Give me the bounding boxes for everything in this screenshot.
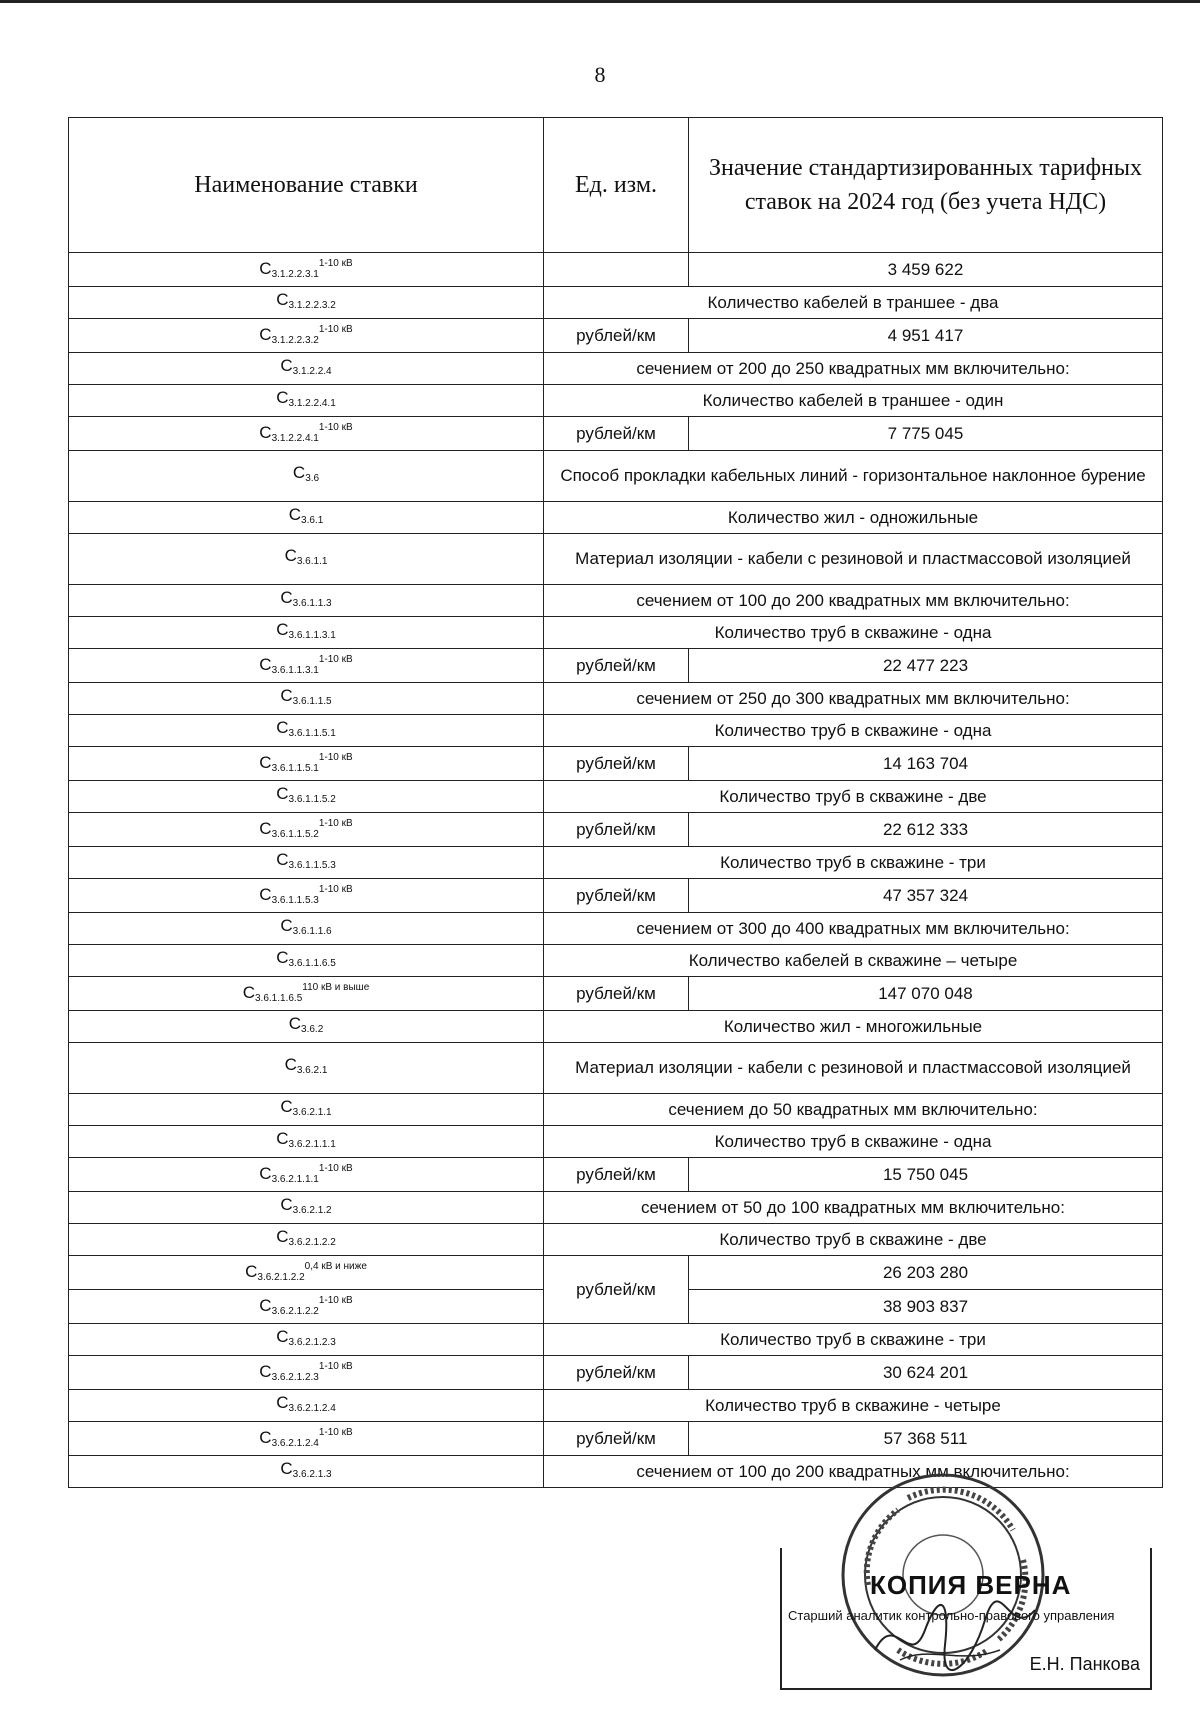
rate-code-prefix: С [276,1392,289,1412]
rate-code-prefix: С [276,387,289,407]
rate-code-index: 3.6.2.1.1.1 [288,1138,336,1150]
rate-code-prefix: С [280,1458,293,1478]
rate-code-index: 3.6.2.1.2.4 [288,1402,336,1414]
rate-description: Количество труб в скважине - три [544,1324,1163,1356]
rate-unit: рублей/км [544,417,689,451]
description-row [69,683,1163,715]
rate-code-index: 3.6.2.1.2.3 [271,1372,319,1383]
rate-code-index: 3.6.2.1.2.4 [271,1438,319,1449]
rate-code [69,585,544,617]
rate-code [69,1224,544,1256]
rate-description: Количество труб в скважине - одна [544,1126,1163,1158]
rate-voltage-class: 1-10 кВ [318,324,353,335]
rate-code-prefix: С [259,423,272,442]
rate-code-prefix: С [259,1296,272,1315]
rate-code-index: 3.6.1.1.3 [292,597,332,609]
rate-code-prefix: С [284,1055,297,1074]
rate-description: сечением от 100 до 200 квадратных мм включительно: [544,1456,1163,1488]
description-row [69,945,1163,977]
rate-code-index: 3.6.1.1.5.2 [271,829,319,840]
rate-value-row [69,319,1163,353]
rate-code [69,451,544,502]
rate-code-prefix: С [276,1326,289,1346]
rate-code-prefix: С [280,915,293,935]
description-row [69,1224,1163,1256]
description-row [69,1390,1163,1422]
rate-code-prefix: С [259,325,272,344]
table-body [69,253,1163,1488]
description-row [69,1094,1163,1126]
rate-unit: рублей/км [544,1356,689,1390]
rate-code [69,1290,544,1324]
rate-voltage-class: 1-10 кВ [318,1361,353,1372]
rate-code-prefix: С [259,1164,272,1183]
rate-code [69,502,544,534]
rate-voltage-class: 1-10 кВ [318,422,353,433]
rate-code-index: 3.1.2.2.4.1 [271,433,319,444]
description-row [69,1043,1163,1094]
rate-code-prefix: С [259,819,272,838]
rate-code-prefix: С [276,619,289,639]
rate-description: Количество труб в скважине - две [544,781,1163,813]
rate-unit: рублей/км [544,649,689,683]
rate-code-prefix: С [245,1262,258,1281]
header-unit: Ед. изм. [544,118,689,253]
rate-code [69,417,544,451]
rate-code [69,913,544,945]
rate-description: Способ прокладки кабельных линий - горизонтальное наклонное бурение [544,451,1163,502]
rate-code [69,1456,544,1488]
rate-unit: рублей/км [544,1158,689,1192]
rate-description: сечением от 300 до 400 квадратных мм включительно: [544,913,1163,945]
rate-description: Количество труб в скважине - одна [544,715,1163,747]
rate-code-index: 3.6 [305,473,320,484]
rate-code [69,813,544,847]
rate-code [69,1324,544,1356]
rate-value: 7 775 045 [689,417,1163,451]
rate-code-prefix: С [259,259,272,278]
rate-value: 15 750 045 [689,1158,1163,1192]
rate-code [69,879,544,913]
rate-description: сечением от 100 до 200 квадратных мм включительно: [544,585,1163,617]
rate-value: 22 612 333 [689,813,1163,847]
rate-voltage-class: 1-10 кВ [318,1427,353,1438]
rate-code [69,847,544,879]
rate-description: сечением от 50 до 100 квадратных мм включительно: [544,1192,1163,1224]
rate-code-index: 3.6.2.1.1.1 [271,1174,319,1185]
rate-code-index: 3.6.1.1.5.2 [288,793,336,805]
rate-description: сечением до 50 квадратных мм включительно: [544,1094,1163,1126]
rate-code-index: 3.6.1.1.6.5 [288,957,336,969]
page-number: 8 [594,62,606,87]
rate-code [69,1126,544,1158]
rate-description: Количество труб в скважине - три [544,847,1163,879]
rate-description: Количество кабелей в траншее - один [544,385,1163,417]
rate-code-prefix: С [276,1226,289,1246]
rate-value-row [69,1422,1163,1456]
rate-code [69,747,544,781]
rate-code [69,649,544,683]
rate-code-prefix: С [276,717,289,737]
rate-description: Материал изоляции - кабели с резиновой и пластмассовой изоляцией [544,534,1163,585]
rate-value-row [69,253,1163,287]
rate-voltage-class: 1-10 кВ [318,752,353,763]
rate-voltage-class: 1-10 кВ [318,654,353,665]
rate-description: Количество жил - многожильные [544,1011,1163,1043]
rate-code-index: 3.6.1.1.3.1 [271,665,319,676]
rate-value: 57 368 511 [689,1422,1163,1456]
rate-voltage-class: 1-10 кВ [318,884,353,895]
header-rate-value: Значение стандартизированных тарифных ставок на 2024 год (без учета НДС) [689,118,1163,253]
rate-unit: рублей/км [544,1256,689,1324]
rate-voltage-class: 110 кВ и выше [302,982,370,993]
rate-code-index: 3.1.2.2.3.1 [271,269,319,280]
rate-value: 147 070 048 [689,977,1163,1011]
rate-description: Материал изоляции - кабели с резиновой и пластмассовой изоляцией [544,1043,1163,1094]
rate-voltage-class: 0,4 кВ и ниже [304,1261,367,1272]
rate-value-row [69,417,1163,451]
rate-description: Количество труб в скважине - две [544,1224,1163,1256]
rate-code-index: 3.6.1 [301,514,324,526]
rate-code-index: 3.6.1.1.5.1 [271,763,319,774]
rate-code [69,1158,544,1192]
rate-description: Количество труб в скважине - четыре [544,1390,1163,1422]
rate-code-index: 3.6.1.1.5 [292,695,332,707]
rate-code-index: 3.1.2.2.4.1 [288,397,336,409]
rate-unit: рублей/км [544,1422,689,1456]
rate-code-prefix: С [276,289,289,309]
rate-code [69,1356,544,1390]
description-row [69,385,1163,417]
rate-value-row [69,1158,1163,1192]
description-row [69,353,1163,385]
rate-code-prefix: С [280,685,293,705]
rate-value: 26 203 280 [689,1256,1163,1290]
description-row [69,1011,1163,1043]
rate-code [69,287,544,319]
description-row [69,534,1163,585]
rate-code [69,1422,544,1456]
description-row [69,451,1163,502]
rate-code [69,617,544,649]
rate-code-index: 3.6.2.1.2.2 [271,1306,319,1317]
rate-unit [544,253,689,287]
rate-description: Количество кабелей в траншее - два [544,287,1163,319]
rate-code-index: 3.6.1.1.6.5 [255,993,303,1004]
rate-unit: рублей/км [544,879,689,913]
rate-code-prefix: С [284,546,297,565]
rate-value: 38 903 837 [689,1290,1163,1324]
rate-code-prefix: С [280,1194,293,1214]
description-row [69,502,1163,534]
description-row [69,913,1163,945]
rate-code [69,1043,544,1094]
rate-code-prefix: С [276,947,289,967]
rate-value-row [69,879,1163,913]
rate-value-row [69,649,1163,683]
rate-code-index: 3.1.2.2.3.2 [271,335,319,346]
rate-description: Количество жил - одножильные [544,502,1163,534]
rate-code-index: 3.6.1.1 [296,556,328,567]
top-border-line [0,0,1200,3]
description-row [69,1192,1163,1224]
rate-code-prefix: С [259,885,272,904]
rate-description: Количество кабелей в скважине – четыре [544,945,1163,977]
rate-value: 14 163 704 [689,747,1163,781]
rate-value: 4 951 417 [689,319,1163,353]
rate-code [69,781,544,813]
rate-code [69,385,544,417]
rate-voltage-class: 1-10 кВ [318,258,353,269]
rate-unit: рублей/км [544,747,689,781]
rate-code [69,1011,544,1043]
rate-code-index: 3.1.2.2.4 [292,365,332,377]
rate-code [69,1390,544,1422]
rate-description: сечением от 200 до 250 квадратных мм включительно: [544,353,1163,385]
rate-code-index: 3.6.1.1.6 [292,925,332,937]
rate-code-index: 3.6.2.1.1 [292,1106,332,1118]
rate-value-row [69,813,1163,847]
rate-unit: рублей/км [544,977,689,1011]
rate-value-row [69,977,1163,1011]
rate-code-index: 3.6.2 [301,1023,324,1035]
rate-unit: рублей/км [544,319,689,353]
rate-description: Количество труб в скважине - одна [544,617,1163,649]
stamp-signer-role: Старший аналитик контрольно-правового управления [788,1608,1115,1623]
description-row [69,1126,1163,1158]
rate-value: 47 357 324 [689,879,1163,913]
stamp-signer-name: Е.Н. Панкова [1029,1654,1140,1674]
description-row [69,847,1163,879]
tariff-rates-table [68,117,1163,1488]
rate-voltage-class: 1-10 кВ [318,818,353,829]
rate-code-index: 3.6.1.1.5.3 [288,859,336,871]
stamp-copy-label: КОПИЯ ВЕРНА [870,1570,1072,1600]
rate-code [69,253,544,287]
rate-value: 3 459 622 [689,253,1163,287]
handwritten-signature-icon [870,1590,1040,1680]
rate-code [69,715,544,747]
rate-value-row [69,747,1163,781]
rate-code-index: 3.6.2.1.2.2 [257,1272,305,1283]
rate-code-prefix: С [276,783,289,803]
header-rate-name: Наименование ставки [69,118,544,253]
rate-code-index: 3.6.1.1.3.1 [288,629,336,641]
rate-code-prefix: С [288,504,302,524]
rate-code-prefix: С [280,355,293,375]
rate-code-prefix: С [259,655,272,674]
rate-code [69,534,544,585]
rate-code-prefix: С [242,983,255,1002]
description-row [69,287,1163,319]
rate-code [69,683,544,715]
description-row [69,715,1163,747]
description-row [69,1324,1163,1356]
rate-code-index: 3.6.2.1.3 [292,1468,332,1480]
description-row [69,617,1163,649]
rate-code [69,353,544,385]
description-row [69,781,1163,813]
rate-unit: рублей/км [544,813,689,847]
rate-code-index: 3.6.2.1.2.3 [288,1336,336,1348]
rate-value: 22 477 223 [689,649,1163,683]
rate-code [69,945,544,977]
rate-code-prefix: С [292,463,306,482]
rate-code [69,1192,544,1224]
rate-code [69,1094,544,1126]
rate-code-index: 3.1.2.2.3.2 [288,299,336,311]
rate-code-prefix: С [276,849,289,869]
rate-code [69,319,544,353]
rate-code-index: 3.6.1.1.5.1 [288,727,336,739]
rate-code-prefix: С [280,587,293,607]
rate-code-index: 3.6.1.1.5.3 [271,895,319,906]
rate-value-row [69,1256,1163,1290]
rate-code-index: 3.6.2.1.2.2 [288,1236,336,1248]
rate-code [69,977,544,1011]
rate-code [69,1256,544,1290]
rate-code-prefix: С [276,1128,289,1148]
rate-value: 30 624 201 [689,1356,1163,1390]
rate-voltage-class: 1-10 кВ [318,1163,353,1174]
rate-code-prefix: С [259,1362,272,1381]
rate-description: сечением от 250 до 300 квадратных мм включительно: [544,683,1163,715]
table-header-row [69,118,1163,253]
rate-voltage-class: 1-10 кВ [318,1295,353,1306]
rate-code-prefix: С [259,753,272,772]
rate-code-index: 3.6.2.1 [296,1065,328,1076]
description-row [69,585,1163,617]
rate-code-prefix: С [280,1096,293,1116]
rate-code-prefix: С [259,1428,272,1447]
rate-code-index: 3.6.2.1.2 [292,1204,332,1216]
rate-code-prefix: С [288,1013,302,1033]
rate-value-row [69,1356,1163,1390]
